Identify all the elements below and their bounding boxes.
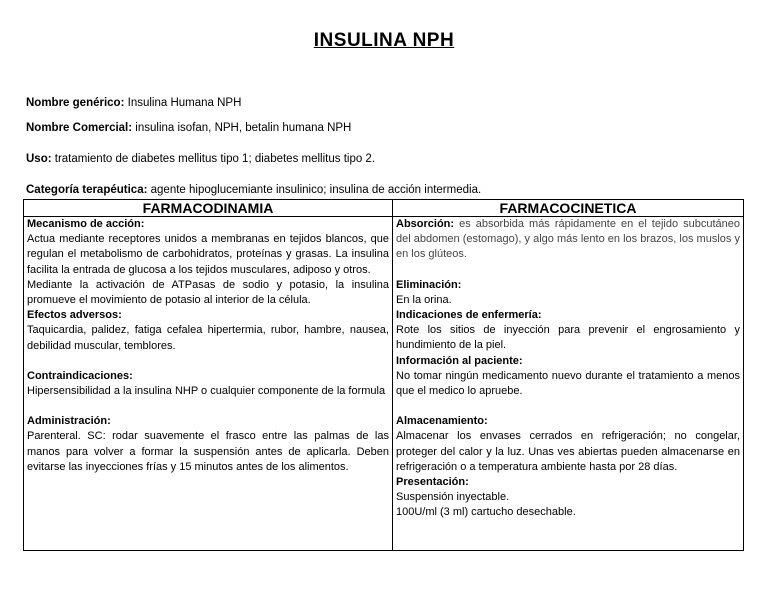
pharmacodynamics-header: FARMACODINAMIA [24,200,393,217]
table-body-row [24,217,744,551]
drug-info-table [23,199,744,551]
storage-heading: Almacenamiento: [396,415,488,428]
mechanism-text: Actua mediante receptores unidos a membranas en tejidos blancos, que regulan el metabolismo de carbohidratos, proteínas y grasas. La insulina facilita la entrada de glucosa a los tejidos musculares, adiposo y otros. [27,233,389,276]
category-field [26,183,481,197]
commercial-name-field [26,121,351,135]
commercial-name-value: insulina isofan, NPH, betalin humana NPH [135,122,352,134]
nursing-heading: Indicaciones de enfermería: [396,309,542,322]
pharmacokinetics-column [393,217,744,551]
elimination-heading: Eliminación: [396,278,462,291]
pharmacokinetics-header: FARMACOCINETICA [393,200,744,217]
patient-info-heading: Información al paciente: [396,354,523,367]
absorption-text: es absorbida más rápidamente en el tejido subcutáneo del abdomen (estomago), y algo más lento en los brazos, los muslos y en los glúteos. [396,218,740,261]
absorption-heading: Absorción: [396,218,455,230]
mechanism-heading: Mecanismo de acción: [27,218,145,230]
nursing-text: Rote los sitios de inyección para prevenir el engrosamiento y hundimiento de la piel. [396,324,740,352]
pharmacodynamics-column [24,217,393,551]
contraindications-text: Hipersensibilidad a la insulina NHP o cualquier componente de la formula [27,385,386,398]
mechanism-text-2: Mediante la activación de ATPasas de sodio y potasio, la insulina promueve el movimiento de potasio al interior de la célula. [27,278,389,307]
elimination-text: En la orina. [396,293,452,306]
table-header-row [24,200,744,217]
presentation-heading: Presentación: [396,476,469,489]
adverse-effects-text: Taquicardia, palidez, fatiga cefalea hipertermia, rubor, hambre, nausea, debilidad muscular, temblores. [27,324,389,352]
storage-text: Almacenar los envases cerrados en refrigeración; no congelar, proteger del calor y la luz. Unas ves abiertas pueden almacenarse en refrigeración o a temperatura ambiente hasta por 28 días. [396,430,740,473]
generic-name-value: Insulina Humana NPH [127,97,242,109]
presentation-text: Suspensión inyectable. [396,491,510,504]
category-label: Categoría terapéutica: [26,184,148,196]
generic-name-label: Nombre genérico: [26,97,125,109]
absorption-paragraph [396,217,740,263]
administration-text: Parenteral. SC: rodar suavemente el frasco entre las palmas de las manos para volver a formar la suspensión antes de aplicarla. Deben evitarse las inyecciones frías y 15 minutos antes de los alimentos. [27,430,389,473]
contraindications-heading: Contraindicaciones: [27,369,133,382]
commercial-name-label: Nombre Comercial: [26,122,133,134]
use-label: Uso: [26,153,52,165]
generic-name-field [26,96,241,110]
patient-info-text: No tomar ningún medicamento nuevo durante el tratamiento a menos que el medico lo apruebe. [396,369,740,398]
administration-heading: Administración: [27,415,111,428]
use-value: tratamiento de diabetes mellitus tipo 1; diabetes mellitus tipo 2. [54,153,376,165]
page-title: INSULINA NPH [313,30,455,51]
category-value: agente hipoglucemiante insulinico; insulina de acción intermedia. [150,184,482,196]
presentation-text-2: 100U/ml (3 ml) cartucho desechable. [396,506,576,519]
use-field [26,152,375,166]
adverse-effects-heading: Efectos adversos: [27,309,122,322]
